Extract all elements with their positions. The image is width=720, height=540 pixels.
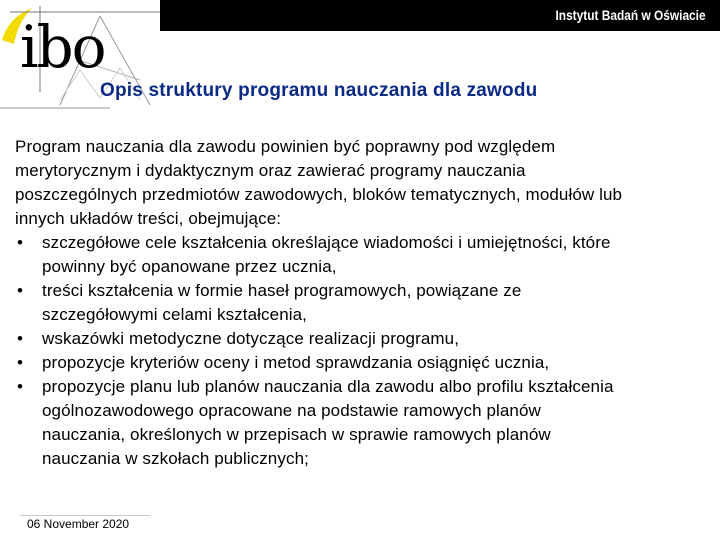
slide-title: Opis struktury programu nauczania dla zawodu [100,80,538,101]
footer-date: 06 November 2020 [27,517,130,531]
list-item-line: ogólnozawodowego opracowane na podstawie ramowych planów [42,401,541,420]
bullet: • [17,233,24,252]
intro-line: innych układów treści, obejmujące: [15,209,282,228]
list-item [15,231,715,279]
list-item-line: powinny być opanowane przez ucznia, [42,257,337,276]
intro-line: merytorycznym i dydaktycznym oraz zawierać programy nauczania [15,161,526,180]
list-item [15,327,715,351]
list-item-line: nauczania, określonych w przepisach w sprawie ramowych planów [42,425,551,444]
footer-divider [20,515,150,516]
institute-name: Instytut Badań w Oświacie [555,7,706,23]
list-item-line: nauczania w szkołach publicznych; [42,449,309,468]
logo-text: ibo [20,13,105,81]
list-item [15,279,715,327]
intro-line: Program nauczania dla zawodu powinien być poprawny pod względem [15,137,556,156]
list-item-line: szczegółowe cele kształcenia określające wiadomości i umiejętności, które [42,233,611,252]
bullet: • [17,377,24,396]
bullet: • [17,329,24,348]
list-item-line: treści kształcenia w formie haseł programowych, powiązane ze [42,281,522,300]
list-item-line: propozycje kryteriów oceny i metod sprawdzania osiągnięć ucznia, [42,353,550,372]
list-item-line: wskazówki metodyczne dotyczące realizacji programu, [42,329,460,348]
list-item-line: propozycje planu lub planów nauczania dla zawodu albo profilu kształcenia [42,377,614,396]
requirements-list [15,231,715,471]
list-item [15,351,715,375]
bullet: • [17,281,24,300]
slide-body [15,135,715,471]
bullet: • [17,353,24,372]
list-item-line: szczegółowymi celami kształcenia, [42,305,307,324]
header-bar [160,0,720,31]
intro-line: poszczególnych przedmiotów zawodowych, bloków tematycznych, modułów lub [15,185,623,204]
list-item [15,375,715,471]
